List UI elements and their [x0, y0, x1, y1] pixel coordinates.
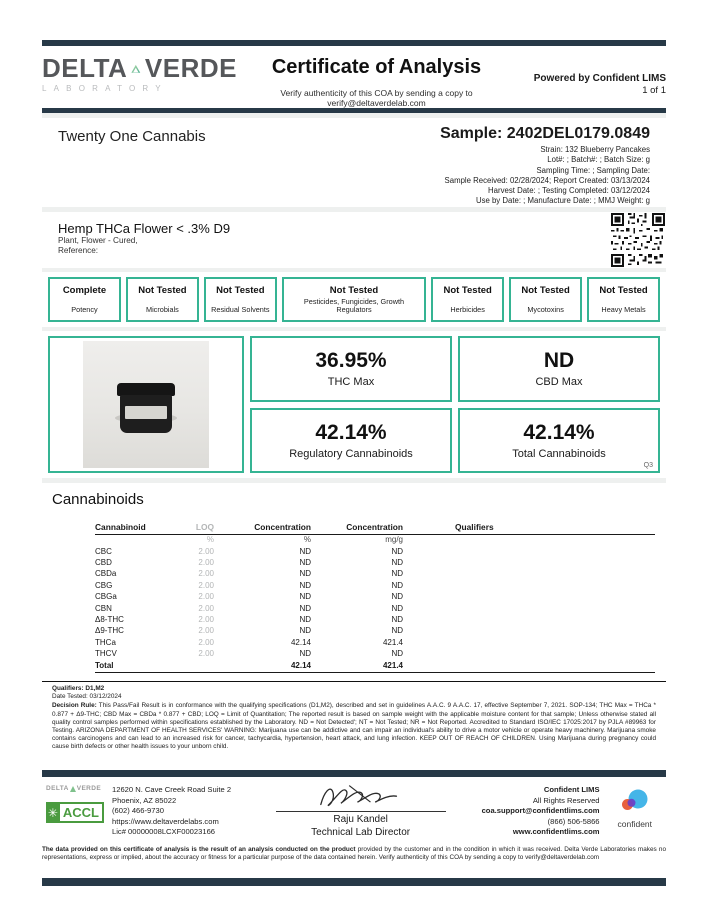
table-row: Δ9-THC 2.00 ND ND — [95, 626, 403, 636]
product-photo-box — [48, 336, 244, 473]
decision-rule-paragraph: Decision Rule: This Pass/Fail Result is in conformance with the qualifying specifications (D1,M2), described and set in guidelines A.A.C. 9 A.A.C. 17, effective September 7, 2021. SOP-134; THC Max = THCa * 0.877 + Δ9-THC; CBD Max = CBDa * 0.877 + CBD; LOQ = Limit of Quantitation; The reported result is based on sample weight with the applicable moisture content for that sample; Unless otherwise stated all quality control samples performed within specifications established by the Laboratory. ND = Not Detected'; NT = Not Tested; NR = Not Reported. Accredited to Standard ISO/IEC 17025:2017 by PJLA #89963 for Testing. ARIZONA DEPARTMENT OF HEALTH SERVICES' WARNING: Marijuana use can be addictive and can impair an individual's ability to drive a motor vehicle or operate heavy machinery. Marijuana smoke contains carcinogens and can lead to an increased risk for cancer, tachycardia, hypertension, heart attack, and lung infection. KEEP OUT OF REACH OF CHILDREN. Using Marijuana during pregnancy could cause birth defects or other health issues to your unborn child. — [52, 702, 656, 751]
product-type: Plant, Flower - Cured, — [58, 236, 138, 245]
page-count: 1 of 1 — [642, 85, 666, 96]
qualifier-tag: Q3 — [643, 462, 653, 469]
table-total-row: Total 42.14 421.4 — [95, 660, 655, 673]
status-state: Not Tested — [599, 285, 648, 296]
sample-detail-line: Sample Received: 02/28/2024; Report Created: 03/13/2024 — [444, 175, 650, 185]
status-name: Heavy Metals — [601, 305, 646, 315]
total-label: Total Cannabinoids — [512, 447, 606, 460]
delta-triangle-icon — [131, 57, 141, 81]
accl-accreditation-logo: ✳ ACCL — [46, 802, 104, 823]
cannabinoids-table — [95, 522, 655, 673]
status-box-herbicides — [431, 277, 504, 322]
date-tested-line: Date Tested: 03/12/2024 — [52, 693, 122, 701]
table-row: CBN 2.00 ND ND — [95, 603, 403, 613]
product-reference: Reference: — [58, 245, 99, 255]
status-name: Potency — [71, 305, 98, 315]
table-row: CBGa 2.00 ND ND — [95, 592, 403, 602]
jar-image — [111, 383, 181, 433]
table-row: Δ8-THC 2.00 ND ND — [95, 614, 403, 624]
thc-max-value: 36.95% — [315, 349, 387, 373]
client-name: Twenty One Cannabis — [58, 128, 206, 145]
lab-website-link[interactable]: https://www.deltaverdelabs.com — [112, 816, 219, 826]
table-row: CBG 2.00 ND ND — [95, 580, 403, 590]
logo-word-delta: DELTA — [42, 53, 128, 83]
qualifiers-block — [42, 681, 666, 752]
signature-block — [276, 781, 446, 841]
legal-disclaimer: The data provided on this certificate of analysis is the result of an analysis conducted on the product provided by the customer and in the condition in which it was received. Delta Verde Laboratories makes no representations, express or implied, about the accuracy or fitness for a particular purpose of the data contained herein. Verify authenticity of this COA by sending a copy to verify@deltaverdelab.com — [42, 846, 667, 862]
total-cannabinoids-box — [458, 408, 660, 474]
regulatory-label: Regulatory Cannabinoids — [289, 447, 413, 460]
title-block — [237, 48, 516, 108]
confident-logo-icon — [618, 789, 652, 813]
table-header-row — [95, 522, 655, 535]
product-info-card — [42, 212, 666, 268]
status-box-mycotoxins — [509, 277, 582, 322]
support-phone: (866) 506-5866 — [547, 816, 600, 826]
results-grid — [250, 336, 660, 473]
sample-details-block — [440, 125, 650, 207]
section-title: Cannabinoids — [52, 491, 144, 508]
status-name: Herbicides — [450, 305, 485, 315]
thc-max-box — [250, 336, 452, 402]
table-row: CBDa 2.00 ND ND — [95, 569, 403, 579]
cbd-max-box — [458, 336, 660, 402]
document-title: Certificate of Analysis — [271, 56, 482, 78]
lab-address-block — [112, 781, 268, 841]
signature-image — [306, 782, 416, 808]
sample-detail-line: Harvest Date: ; Testing Completed: 03/12/2024 — [488, 186, 650, 196]
col-concentration-pct: Concentration — [254, 522, 311, 532]
sample-id: Sample: 2402DEL0179.0849 — [440, 125, 650, 142]
col-concentration-mgg: Concentration — [346, 522, 403, 532]
powered-by-block — [516, 48, 666, 108]
results-summary — [42, 331, 666, 478]
status-state: Not Tested — [443, 285, 492, 296]
bottom-divider — [42, 878, 666, 886]
sample-detail-line: Strain: 132 Blueberry Pancakes — [540, 145, 650, 154]
status-state: Complete — [62, 285, 107, 296]
delta-triangle-icon — [70, 786, 76, 792]
status-name: Microbials — [145, 305, 179, 315]
footer — [42, 779, 666, 843]
status-state: Not Tested — [138, 285, 187, 296]
signer-title: Technical Lab Director — [311, 827, 411, 838]
delta-verde-logo — [42, 48, 237, 108]
cbd-max-value: ND — [543, 349, 575, 373]
rights-reserved: All Rights Reserved — [532, 795, 600, 805]
product-name: Hemp THCa Flower < .3% D9 — [58, 221, 231, 236]
footer-divider — [42, 770, 666, 777]
table-units-row: % % mg/g — [206, 535, 403, 544]
status-state: Not Tested — [521, 285, 570, 296]
support-email-link[interactable]: coa.support@confidentlims.com — [481, 806, 600, 816]
status-box-microbials — [126, 277, 199, 322]
sample-detail-line: Lot#: ; Batch#: ; Batch Size: g — [547, 155, 650, 165]
status-box-residual-solvents — [204, 277, 277, 322]
status-name: Pesticides, Fungicides, Growth Regulators — [303, 296, 405, 315]
license-number: Lic# 00000008LCXF00023166 — [112, 827, 216, 837]
col-cannabinoid: Cannabinoid — [95, 522, 146, 532]
logo-subtitle: LABORATORY — [42, 84, 168, 93]
regulatory-value: 42.14% — [315, 420, 387, 444]
product-photo — [83, 341, 209, 468]
sample-detail-line: Sampling Time: ; Sampling Date: — [536, 165, 650, 175]
signature-line — [276, 811, 446, 812]
confident-website-link[interactable]: www.confidentlims.com — [512, 827, 600, 837]
qr-code — [611, 213, 665, 267]
table-row: CBD 2.00 ND ND — [95, 557, 403, 567]
table-row-thca: THCa 2.00 42.14 421.4 — [95, 637, 403, 647]
status-box-heavy-metals — [587, 277, 660, 322]
status-name: Residual Solvents — [211, 305, 270, 315]
confident-logo — [608, 781, 662, 841]
phone-number: (602) 466-9730 — [112, 806, 164, 816]
status-name: Mycotoxins — [527, 305, 564, 315]
sample-detail-line: Use by Date: ; Manufacture Date: ; MMJ Weight: g — [475, 196, 650, 206]
verify-instruction: Verify authenticity of this COA by sending a copy to verify@deltaverdelab.com — [280, 88, 473, 108]
status-box-potency — [48, 277, 121, 322]
total-value: 42.14% — [523, 420, 595, 444]
table-row: CBC 2.00 ND ND — [95, 546, 403, 556]
status-state: Not Tested — [329, 285, 379, 296]
cannabinoids-section — [42, 483, 666, 770]
sample-info-card — [42, 118, 666, 207]
status-state: Not Tested — [216, 285, 265, 296]
cbd-max-label: CBD Max — [535, 376, 583, 389]
delta-verde-mini-logo: DELTA VERDE — [46, 785, 102, 792]
regulatory-cannabinoids-box — [250, 408, 452, 474]
thc-max-label: THC Max — [327, 376, 375, 389]
header — [42, 48, 666, 108]
powered-by-label: Powered by Confident LIMS — [533, 73, 666, 84]
footer-logos — [46, 781, 104, 841]
logo-word-verde: VERDE — [144, 53, 237, 83]
address-line: 12620 N. Cave Creek Road Suite 2 — [112, 785, 232, 794]
table-row: THCV 2.00 ND ND — [95, 649, 403, 659]
status-box-pesticides — [282, 277, 426, 322]
confident-lims-name: Confident LIMS — [543, 785, 600, 794]
confident-wordmark: confident — [617, 819, 653, 829]
col-loq: LOQ — [195, 522, 214, 532]
col-qualifiers: Qualifiers — [455, 522, 494, 532]
address-line: Phoenix, AZ 85022 — [112, 795, 177, 805]
test-status-row — [42, 272, 666, 327]
top-divider — [42, 40, 666, 46]
confident-lims-block — [454, 781, 600, 841]
signer-name: Raju Kandel — [333, 814, 388, 825]
qualifiers-line: Qualifiers: D1,M2 — [52, 685, 105, 692]
cannabis-leaf-icon: ✳ — [46, 802, 60, 823]
